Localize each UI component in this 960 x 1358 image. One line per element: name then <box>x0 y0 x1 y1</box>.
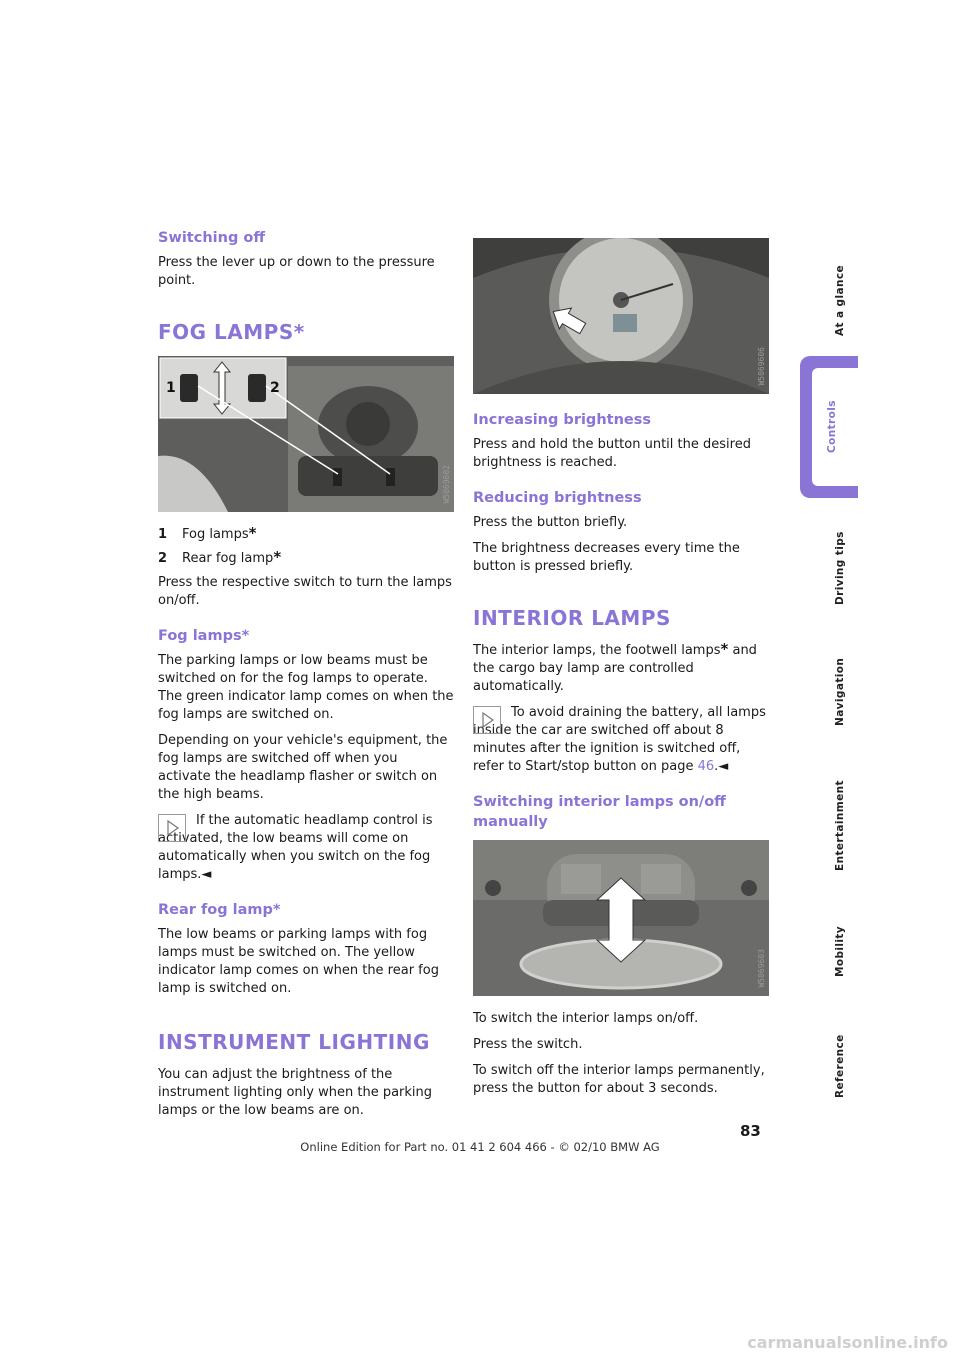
reducing-brightness-text-2: The brightness decreases every time the button is pressed briefly. <box>473 541 740 574</box>
site-watermark: carmanualsonline.info <box>747 1333 948 1352</box>
interior-text-b: and the cargo bay lamp are controlled automatically. <box>473 643 757 694</box>
note-triangle-icon <box>473 706 501 734</box>
list-text: Fog lamps <box>182 527 249 542</box>
fig1-label-2: 2 <box>270 380 280 396</box>
page-link[interactable]: 46 <box>697 759 715 774</box>
switching-off-text: Press the lever up or down to the pressure point. <box>158 255 435 288</box>
watermark-3: W5069603 <box>757 949 766 988</box>
increasing-brightness-heading: Increasing brightness <box>473 412 651 428</box>
fog-lamps-text-2: Depending on your vehicle's equipment, the fog lamps are switched off when you activate the headlamp flasher or switch on the high beams. <box>158 733 448 802</box>
end-mark-icon: ◄ <box>201 867 212 882</box>
switching-interior-heading: Switching interior lamps on/off manually <box>473 794 726 830</box>
fig1-label-1: 1 <box>166 380 176 396</box>
page-number: 83 <box>740 1122 761 1140</box>
fog-lamps-section-heading: FOG LAMPS* <box>158 320 305 344</box>
increasing-brightness-text: Press and hold the button until the desired brightness is reached. <box>473 437 751 470</box>
sidebar-tab-reference[interactable]: Reference <box>834 1034 846 1098</box>
sidebar-tab-at-a-glance[interactable]: At a glance <box>834 265 846 337</box>
left-column <box>158 228 454 1128</box>
end-mark-icon: ◄ <box>718 759 729 774</box>
instrument-lighting-text: You can adjust the brightness of the instrument lighting only when the parking lamps or the low beams are on. <box>158 1067 433 1118</box>
note-text <box>158 813 433 882</box>
list-item <box>158 550 454 568</box>
sidebar-tab-driving-tips[interactable]: Driving tips <box>834 531 846 605</box>
fog-lamp-switch-photo <box>158 356 454 512</box>
instrument-cluster-illustration <box>473 238 769 394</box>
fog-lamp-switch-illustration <box>158 356 454 512</box>
interior-lamp-photo <box>473 840 769 996</box>
list-item <box>158 526 454 544</box>
sidebar-tab-controls-label[interactable]: Controls <box>826 400 838 454</box>
fog-lamps-text-1: The parking lamps or low beams must be switched on for the fog lamps to operate. The green indicator lamp comes on when the fog lamps are switched on. <box>158 653 454 722</box>
note-text-content: If the automatic headlamp control is activated, the low beams will come on automatically when you switch on the fog lamps. <box>158 813 433 882</box>
sidebar-tab-entertainment[interactable]: Entertainment <box>834 780 846 872</box>
sidebar-tab-mobility[interactable]: Mobility <box>834 925 846 977</box>
chapter-sidebar <box>800 0 860 1358</box>
star-mark: * <box>273 548 282 566</box>
reducing-brightness-heading: Reducing brightness <box>473 490 642 506</box>
star-mark: * <box>720 640 729 658</box>
switch-text-1: To switch the interior lamps on/off. <box>473 1011 699 1026</box>
note-automatic-headlamp <box>158 812 454 884</box>
switch-text-2: Press the switch. <box>473 1037 583 1052</box>
list-text: Rear fog lamp <box>182 551 274 566</box>
rear-fog-text: The low beams or parking lamps with fog lamps must be switched on. The yellow indicator lamp comes on when the rear fog lamp is switched on. <box>158 927 439 996</box>
footer-edition: Online Edition for Part no. 01 41 2 604 466 - © 02/10 BMW AG <box>300 1140 660 1154</box>
watermark-2: W5069606 <box>757 347 766 386</box>
note-triangle-icon <box>158 814 186 842</box>
interior-lamp-illustration <box>473 840 769 996</box>
interior-lamps-text <box>473 642 769 696</box>
interior-text-a: The interior lamps, the footwell lamps <box>473 643 721 658</box>
instrument-cluster-photo <box>473 238 769 394</box>
list-number: 2 <box>158 551 168 566</box>
switch-text-3: To switch off the interior lamps permanently, press the button for about 3 seconds. <box>473 1063 765 1096</box>
sidebar-tab-navigation[interactable]: Navigation <box>834 657 846 727</box>
right-column <box>473 238 769 1106</box>
fog-lamps-subheading: Fog lamps* <box>158 628 250 644</box>
note-text-content: To avoid draining the battery, all lamps inside the car are switched off about 8 minutes after the ignition is switched off, refer to Start/stop button on page <box>473 705 766 774</box>
reducing-brightness-text-1: Press the button briefly. <box>473 515 628 530</box>
interior-lamps-heading: INTERIOR LAMPS <box>473 606 671 630</box>
note-text: To avoid draining the battery, all lamps inside the car are switched off about 8 minutes after the ignition is switched off, refer to Start/stop button on page 46.◄ <box>473 705 766 774</box>
press-switch-text: Press the respective switch to turn the lamps on/off. <box>158 575 452 608</box>
watermark-1: W5069602 <box>442 465 451 504</box>
instrument-lighting-heading: INSTRUMENT LIGHTING <box>158 1030 430 1054</box>
list-number: 1 <box>158 527 168 542</box>
rear-fog-heading: Rear fog lamp* <box>158 902 281 918</box>
note-battery <box>473 704 769 776</box>
star-mark: * <box>248 524 257 542</box>
switching-off-heading: Switching off <box>158 230 266 246</box>
